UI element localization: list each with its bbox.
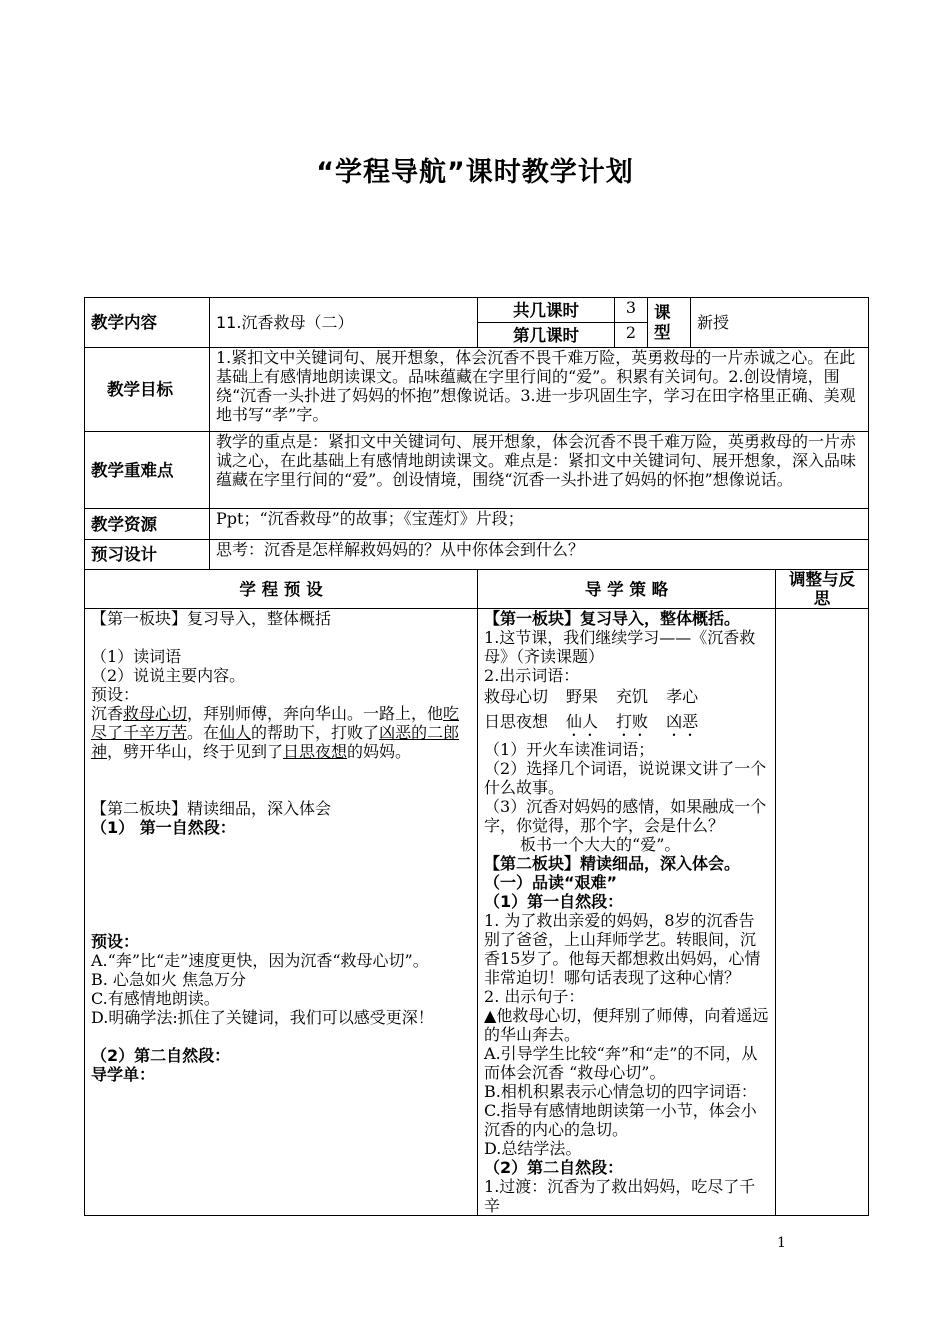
content-label: 教学内容	[85, 298, 210, 348]
right-block1-heading: 【第一板块】复习导入，整体概括。	[484, 609, 741, 628]
word-row-1: 救母心切 野果 充饥 孝心	[484, 687, 699, 706]
left-block2-heading: 【第二板块】精读细品，深入体会	[91, 799, 332, 818]
right-point-c: C.指导有感情地朗读第一小节，体会小沉香的内心的急切。	[484, 1101, 757, 1139]
right-step2-2: （2）选择几个词语，说说课文讲了一个什么故事。	[484, 759, 767, 797]
lesson-type-value: 新授	[691, 298, 869, 348]
right-point-2: 2. 出示句子：	[484, 987, 585, 1006]
left-preset-paragraph: 沉香救母心切，拜别师傅，奔向华山。一路上，他吃尽了千辛万苦。在仙人的帮助下，打败了凶恶的二郎神，劈开华山，终于见到了日思夜想的妈妈。	[91, 704, 460, 761]
goals-text: 1.紧扣文中关键词句、展开想象，体会沉香不畏千难万险，英勇救母的一片赤诚之心。在此基础上有感情地朗读课文。品味蕴藏在字里行间的“爱”。积累有关词句。2.创设情境，围绕“沉香一头扑进了妈妈的怀抱”想像说话。3.进一步巩固生字，学习在田字格里正确、美观地书写“孝”字。	[210, 348, 869, 432]
right-point-1: 1. 为了救出亲爱的妈妈，8岁的沉香告别了爸爸，上山拜师学艺。转眼间，沉香15岁了。他每天都想救出妈妈，心情非常迫切！哪句话表现了这种心情？	[484, 911, 761, 987]
total-periods-value: 3	[615, 298, 648, 323]
column-header-strategy: 导 学 策 略	[478, 570, 776, 609]
total-periods-label: 共几课时	[478, 298, 615, 323]
right-blackboard-note: 板书一个大大的“爱”。	[520, 835, 681, 854]
left-preset-label: 预设：	[91, 685, 140, 704]
preview-text: 思考：沉香是怎样解救妈妈的？从中你体会到什么？	[210, 540, 869, 570]
left-guide-sheet-label: 导学单：	[91, 1065, 156, 1084]
reflection-cell	[776, 609, 869, 1216]
left-item-summarize: （2）说说主要内容。	[91, 666, 246, 685]
current-period-label: 第几课时	[478, 323, 615, 348]
left-item-read-words: （1）读词语	[91, 647, 182, 666]
presets-cell	[85, 609, 478, 1216]
left-point-d: D.明确学法:抓住了关键词，我们可以感受更深！	[91, 1008, 434, 1027]
left-block1-heading: 【第一板块】复习导入，整体概括	[91, 609, 332, 628]
left-section1-heading: （1） 第一自然段：	[91, 818, 236, 837]
left-preset2-label: 预设：	[91, 932, 140, 951]
right-block2-heading: 【第二板块】精读细品，深入体会。	[484, 854, 741, 873]
right-transition: 1.过渡：沉香为了救出妈妈，吃尽了千辛	[484, 1177, 756, 1215]
left-section2-heading: （2）第二自然段：	[91, 1046, 231, 1065]
lesson-plan-sheet	[84, 297, 868, 1216]
content-value: 11.沉香救母（二）	[210, 298, 478, 348]
right-step2-1: （1）开火车读准词语；	[484, 740, 655, 759]
keypoints-label: 教学重难点	[85, 432, 210, 509]
left-point-a: A.“奔”比“走”速度更快，因为沉香“救母心切”。	[91, 951, 429, 970]
right-point-a: A.引导学生比较“奔”和“走”的不同，从而体会沉香 “救母心切”。	[484, 1044, 758, 1082]
right-sentence: ▲他救母心切，便拜别了师傅，向着遥远的华山奔去。	[484, 1006, 769, 1044]
right-subheading-hardship: （一）品读“艰难”	[484, 873, 618, 892]
keypoints-text: 教学的重点是：紧扣文中关键词句、展开想象，体会沉香不畏千难万险，英勇救母的一片赤诚之心，在此基础上有感情地朗读课文。难点是：紧扣文中关键词句、展开想象，深入品味蕴藏在字里行间的“爱”。创设情境，围绕“沉香一头扑进了妈妈的怀抱”想像说话。	[210, 432, 869, 509]
column-header-reflection: 调整与反思	[776, 570, 869, 609]
document-title: “学程导航”课时教学计划	[316, 157, 634, 188]
preview-label: 预习设计	[85, 540, 210, 570]
column-header-presets: 学 程 预 设	[85, 570, 478, 609]
right-point-b: B.相机积累表示心情急切的四字词语：	[484, 1082, 757, 1101]
strategy-cell	[478, 609, 776, 1216]
right-section1-heading: （1）第一自然段：	[484, 892, 624, 911]
right-step2: 2.出示词语：	[484, 666, 580, 685]
word-row-2: 日思夜想 仙人 打败 凶恶	[484, 712, 699, 731]
right-step1: 1.这节课，我们继续学习——《沉香救母》（齐读课题）	[484, 628, 756, 666]
left-point-b: B. 心急如火 焦急万分	[91, 970, 247, 989]
right-point-d: D.总结学法。	[484, 1139, 582, 1158]
goals-label: 教学目标	[85, 348, 210, 432]
resources-label: 教学资源	[85, 509, 210, 540]
left-point-c: C.有感情地朗读。	[91, 989, 220, 1008]
right-section2-heading: （2）第二自然段：	[484, 1158, 624, 1177]
lesson-type-label: 课型	[648, 298, 691, 348]
info-table	[84, 297, 869, 1216]
current-period-value: 2	[615, 323, 648, 348]
right-step2-3: （3）沉香对妈妈的感情，如果融成一个字，你觉得，那个字，会是什么？	[484, 797, 767, 835]
resources-text: Ppt；“沉香救母”的故事；《宝莲灯》片段；	[210, 509, 869, 540]
page-number: 1	[777, 1235, 786, 1251]
